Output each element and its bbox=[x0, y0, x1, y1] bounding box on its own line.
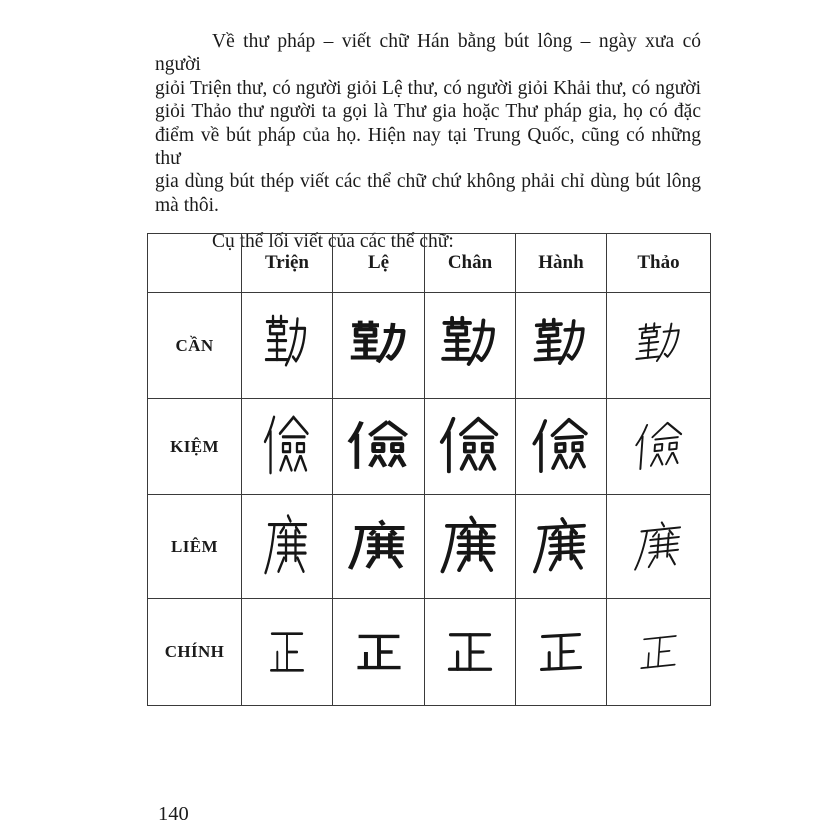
column-header-chan: Chân bbox=[425, 234, 516, 293]
hanzi-glyph bbox=[262, 413, 312, 481]
glyph-chinh-le bbox=[333, 599, 425, 706]
paragraph-line: giỏi Thảo thư người ta gọi là Thư gia hoặc Thư pháp gia, họ có đặc bbox=[155, 101, 701, 123]
glyph-can-thao bbox=[607, 293, 711, 399]
glyph-can-le bbox=[333, 293, 425, 399]
table-caption: Cụ thể lối viết của các thể chữ: bbox=[212, 231, 454, 253]
glyph-can-hanh bbox=[516, 293, 607, 399]
glyph-liem-le bbox=[333, 495, 425, 599]
calligraphy-table-wrap bbox=[147, 233, 711, 706]
hanzi-glyph bbox=[635, 627, 682, 676]
hanzi-glyph bbox=[631, 517, 687, 576]
glyph-kiem-thao bbox=[607, 399, 711, 495]
hanzi-glyph bbox=[438, 515, 502, 579]
row-label-can: CẦN bbox=[148, 293, 242, 399]
row-label-liem: LIÊM bbox=[148, 495, 242, 599]
glyph-chinh-thao bbox=[607, 599, 711, 706]
table-row bbox=[148, 599, 711, 706]
hanzi-glyph bbox=[438, 314, 502, 378]
glyph-kiem-trien bbox=[242, 399, 333, 495]
hanzi-glyph bbox=[531, 514, 592, 578]
column-header-trien: Triện bbox=[242, 234, 333, 293]
glyph-kiem-hanh bbox=[516, 399, 607, 495]
hanzi-glyph bbox=[345, 518, 412, 576]
hanzi-glyph bbox=[262, 312, 312, 380]
hanzi-glyph bbox=[531, 313, 592, 377]
page-number: 140 bbox=[158, 803, 189, 825]
row-label-chinh: CHÍNH bbox=[148, 599, 242, 706]
paragraph-line: mà thôi. bbox=[155, 194, 219, 216]
paragraph-line: gia dùng bút thép viết các thể chữ chứ không phải chỉ dùng bút lông bbox=[155, 171, 701, 193]
paragraph-line: điểm về bút pháp của họ. Hiện nay tại Trung Quốc, cũng có những thư bbox=[155, 124, 701, 170]
paragraph-line: giỏi Triện thư, có người giỏi Lệ thư, có người giỏi Khải thư, có người bbox=[155, 77, 701, 99]
hanzi-glyph bbox=[266, 623, 308, 680]
hanzi-glyph bbox=[531, 414, 592, 478]
hanzi-glyph bbox=[262, 513, 312, 581]
glyph-can-chan bbox=[425, 293, 516, 399]
row-label-kiem: KIỆM bbox=[148, 399, 242, 495]
column-header-hanh: Hành bbox=[516, 234, 607, 293]
text-block bbox=[155, 30, 701, 254]
paragraph-line: Về thư pháp – viết chữ Hán bằng bút lông – ngày xưa có người bbox=[155, 31, 701, 76]
hanzi-glyph bbox=[631, 417, 687, 476]
glyph-can-trien bbox=[242, 293, 333, 399]
glyph-liem-thao bbox=[607, 495, 711, 599]
glyph-kiem-le bbox=[333, 399, 425, 495]
hanzi-glyph bbox=[350, 628, 407, 677]
glyph-kiem-chan bbox=[425, 399, 516, 495]
hanzi-glyph bbox=[438, 415, 502, 479]
hanzi-glyph bbox=[535, 625, 586, 679]
hanzi-glyph bbox=[631, 316, 687, 375]
corner-cell bbox=[148, 234, 242, 293]
table-row bbox=[148, 495, 711, 599]
table-row bbox=[148, 399, 711, 495]
header-row bbox=[148, 234, 711, 293]
glyph-chinh-hanh bbox=[516, 599, 607, 706]
glyph-liem-trien bbox=[242, 495, 333, 599]
column-header-thao: Thảo bbox=[607, 234, 711, 293]
glyph-liem-hanh bbox=[516, 495, 607, 599]
calligraphy-table bbox=[147, 233, 711, 706]
glyph-chinh-trien bbox=[242, 599, 333, 706]
glyph-liem-chan bbox=[425, 495, 516, 599]
column-header-le: Lệ bbox=[333, 234, 425, 293]
hanzi-glyph bbox=[345, 317, 412, 375]
hanzi-glyph bbox=[345, 418, 412, 476]
glyph-chinh-chan bbox=[425, 599, 516, 706]
hanzi-glyph bbox=[443, 625, 497, 679]
table-row bbox=[148, 293, 711, 399]
